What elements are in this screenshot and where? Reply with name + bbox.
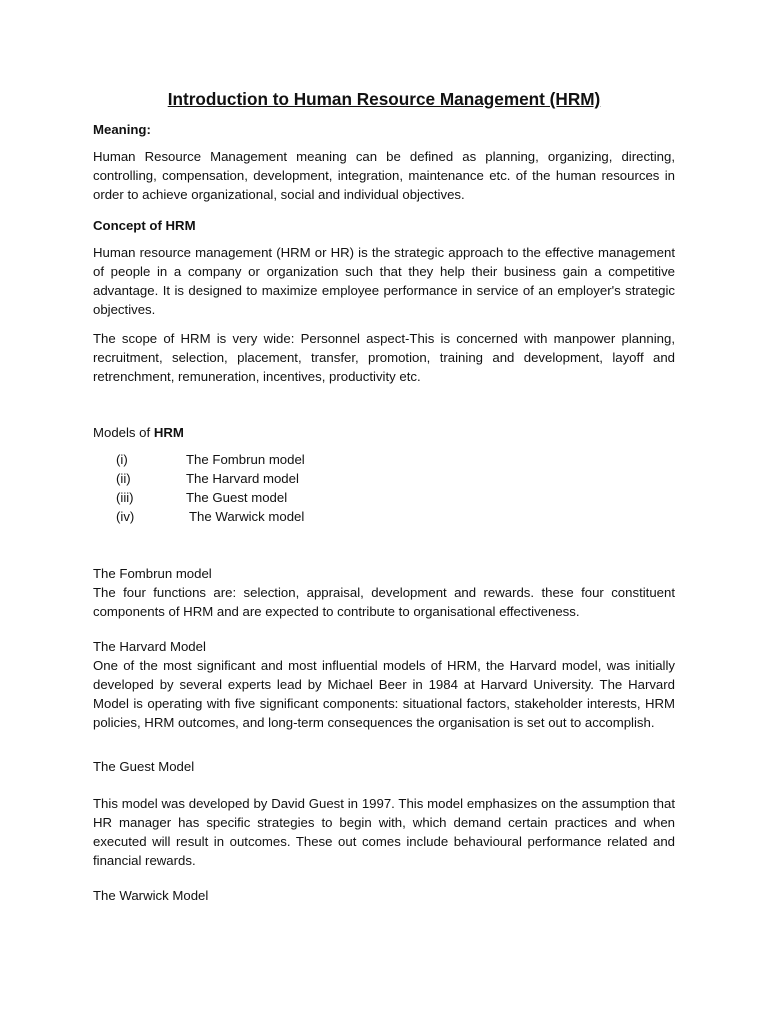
list-item	[93, 469, 675, 488]
list-item-number: (ii)	[116, 471, 131, 486]
list-item	[93, 488, 675, 507]
list-item	[93, 450, 675, 469]
fombrun-heading: The Fombrun model	[93, 566, 212, 581]
list-item-label: The Warwick model	[189, 509, 305, 524]
guest-heading: The Guest Model	[93, 759, 195, 774]
guest-paragraph: This model was developed by David Guest in 1997. This model emphasizes on the assumption that HR manager has specific strategies to begin with, which demand certain practices and when executed will result in outcomes. These out comes include behavioural performance related and financial rewards.	[93, 796, 675, 868]
list-item-number: (i)	[116, 452, 128, 467]
models-heading-bold: HRM	[153, 425, 184, 440]
scope-paragraph: The scope of HRM is very wide: Personnel aspect-This is concerned with manpower planning, recruitment, selection, placement, transfer, promotion, training and development, layoff and retrenchment, remuneration, incentives, productivity etc.	[93, 331, 675, 384]
list-item-label: The Guest model	[186, 490, 288, 505]
document-page	[93, 86, 675, 905]
harvard-heading: The Harvard Model	[93, 639, 206, 654]
warwick-heading: The Warwick Model	[93, 888, 209, 903]
list-item-label: The Fombrun model	[186, 452, 305, 467]
models-heading	[93, 423, 675, 442]
models-list	[93, 450, 675, 526]
harvard-paragraph: One of the most significant and most influential models of HRM, the Harvard model, was initially developed by several experts lead by Michael Beer in 1984 at Harvard University. The Harvard Model is operating with five significant components: situational factors, stakeholder interests, HRM policies, HRM outcomes, and long-term consequences the organisation is set out to accomplish.	[93, 658, 675, 730]
document-title: Introduction to Human Resource Management (HRM)	[167, 89, 601, 109]
concept-heading: Concept of HRM	[93, 218, 196, 233]
meaning-heading: Meaning:	[93, 122, 151, 137]
fombrun-paragraph: The four functions are: selection, appraisal, development and rewards. these four constituent components of HRM and are expected to contribute to organisational effectiveness.	[93, 585, 675, 619]
models-heading-prefix: Models of	[93, 425, 154, 440]
concept-paragraph: Human resource management (HRM or HR) is the strategic approach to the effective management of people in a company or organization such that they help their business gain a competitive advantage. It is designed to maximize employee performance in service of an employer's strategic objectives.	[93, 245, 675, 317]
meaning-paragraph: Human Resource Management meaning can be defined as planning, organizing, directing, controlling, compensation, development, integration, maintenance etc. of the human resources in order to achieve organizational, social and individual objectives.	[93, 149, 675, 202]
list-item-number: (iv)	[116, 509, 135, 524]
list-item	[93, 507, 675, 526]
list-item-number: (iii)	[116, 490, 134, 505]
list-item-label: The Harvard model	[186, 471, 299, 486]
